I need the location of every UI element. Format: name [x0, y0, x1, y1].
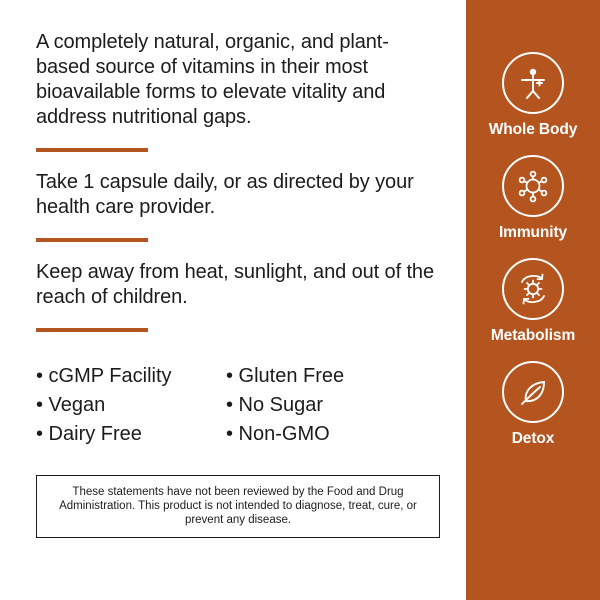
feature-label: Immunity	[498, 224, 568, 241]
list-item: • Gluten Free	[226, 365, 345, 387]
benefits-sidebar	[466, 0, 600, 600]
feature-immunity	[499, 155, 567, 242]
feature-label: Whole Body	[488, 121, 578, 138]
feature-label: Detox	[511, 430, 555, 447]
certifications-list	[36, 362, 442, 449]
list-item: • Non-GMO	[226, 423, 330, 445]
immunity-icon	[502, 155, 564, 217]
feature-label: Metabolism	[490, 327, 576, 344]
dosage-paragraph: Take 1 capsule daily, or as directed by your health care provider.	[36, 171, 414, 218]
whole-body-icon	[502, 52, 564, 114]
divider-rule-3	[36, 328, 148, 332]
list-item: • cGMP Facility	[36, 365, 172, 387]
divider-rule-1	[36, 148, 148, 152]
feature-metabolism	[491, 258, 575, 345]
list-item: • Vegan	[36, 394, 106, 416]
certifications-column-left	[36, 362, 226, 449]
certifications-column-right	[226, 362, 406, 449]
storage-paragraph: Keep away from heat, sunlight, and out of the reach of children.	[36, 261, 434, 308]
detox-icon	[502, 361, 564, 423]
feature-whole-body	[489, 52, 578, 139]
fda-disclaimer: These statements have not been reviewed by the Food and Drug Administration. This product is not intended to diagnose, treat, cure, or prevent any disease.	[36, 475, 440, 538]
metabolism-icon	[502, 258, 564, 320]
list-item: • No Sugar	[226, 394, 324, 416]
divider-rule-2	[36, 238, 148, 242]
description-paragraph: A completely natural, organic, and plant-based source of vitamins in their most bioavailable forms to elevate vitality and address nutritional gaps.	[36, 31, 389, 128]
feature-detox	[502, 361, 564, 448]
list-item: • Dairy Free	[36, 423, 142, 445]
